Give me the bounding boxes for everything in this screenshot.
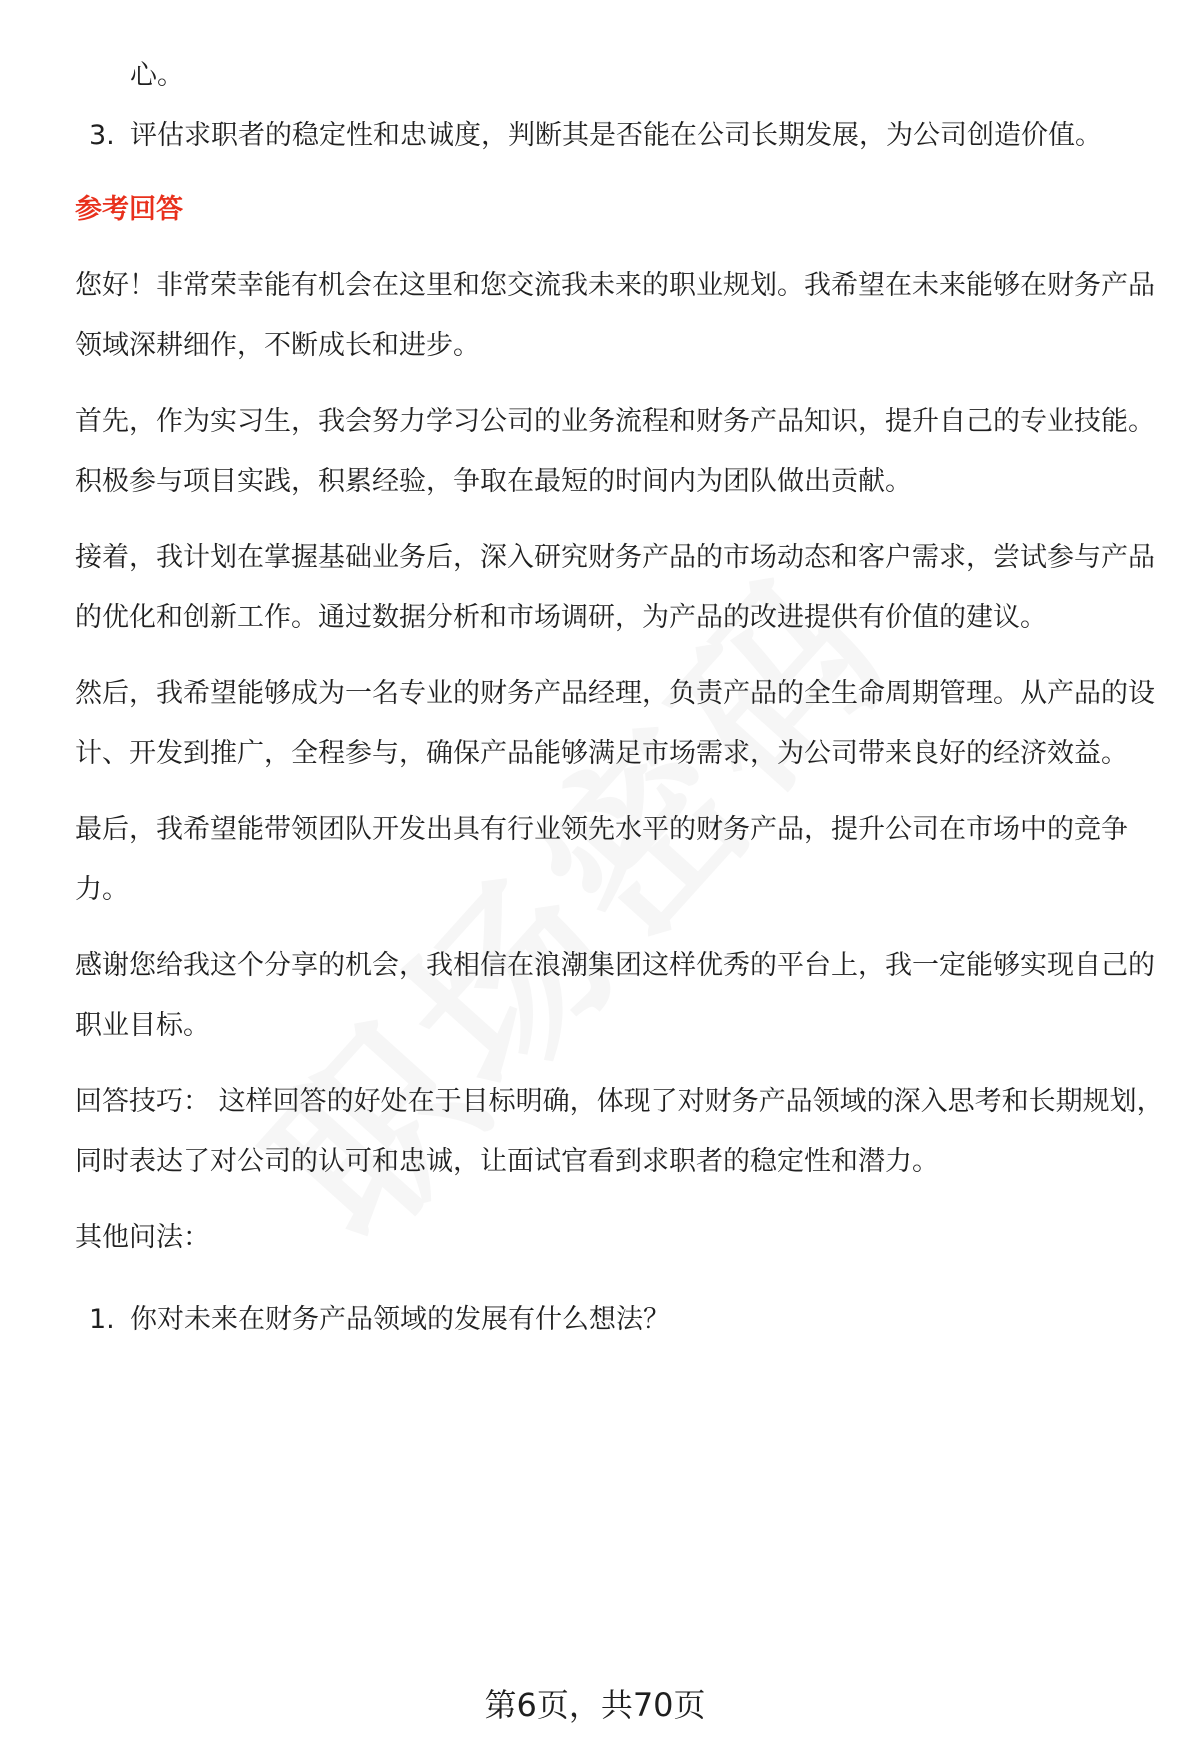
other-questions-heading: 其他问法： bbox=[75, 1222, 210, 1253]
list-item-number: 1. bbox=[89, 1304, 115, 1335]
list-item-text: 心。 bbox=[130, 60, 184, 91]
paragraph-6: 感谢您给我这个分享的机会，我相信在浪潮集团这样优秀的平台上，我一定能够实现自己的职业目标。 bbox=[75, 950, 1155, 1041]
paragraph-1: 您好！非常荣幸能有机会在这里和您交流我未来的职业规划。我希望在未来能够在财务产品领域深耕细作，不断成长和进步。 bbox=[75, 270, 1155, 361]
page-footer: 第6页，共70页 bbox=[484, 1686, 706, 1724]
paragraph-5: 最后，我希望能带领团队开发出具有行业领先水平的财务产品，提升公司在市场中的竞争力。 bbox=[75, 814, 1128, 905]
other-question-1 bbox=[75, 1290, 1165, 1350]
paragraph-2: 首先，作为实习生，我会努力学习公司的业务流程和财务产品知识，提升自己的专业技能。积极参与项目实践，积累经验，争取在最短的时间内为团队做出贡献。 bbox=[75, 406, 1155, 497]
paragraph-3: 接着，我计划在掌握基础业务后，深入研究财务产品的市场动态和客户需求，尝试参与产品的优化和创新工作。通过数据分析和市场调研，为产品的改进提供有价值的建议。 bbox=[75, 542, 1155, 633]
list-item-continuation bbox=[75, 46, 1165, 106]
paragraph-4: 然后，我希望能够成为一名专业的财务产品经理，负责产品的全生命周期管理。从产品的设计、开发到推广，全程参与，确保产品能够满足市场需求，为公司带来良好的经济效益。 bbox=[75, 678, 1155, 769]
answer-tip: 回答技巧： 这样回答的好处在于目标明确，体现了对财务产品领域的深入思考和长期规划，同时表达了对公司的认可和忠诚，让面试官看到求职者的稳定性和潜力。 bbox=[75, 1086, 1164, 1177]
list-item-text: 评估求职者的稳定性和忠诚度，判断其是否能在公司长期发展，为公司创造价值。 bbox=[130, 120, 1102, 151]
list-item-3 bbox=[75, 106, 1165, 166]
list-item-number: 3. bbox=[89, 120, 115, 151]
answer-heading: 参考回答 bbox=[75, 194, 183, 225]
document-body bbox=[75, 0, 1165, 1350]
list-item-text: 你对未来在财务产品领域的发展有什么想法？ bbox=[130, 1304, 670, 1335]
